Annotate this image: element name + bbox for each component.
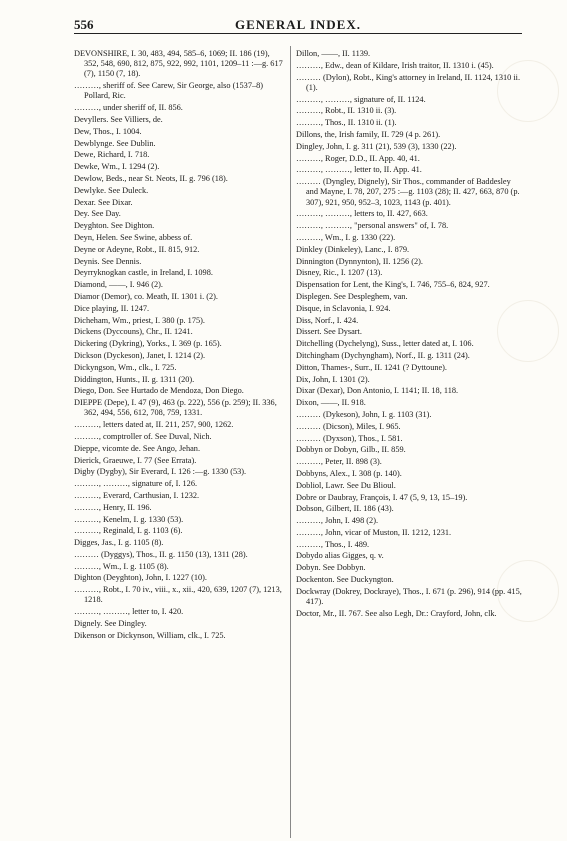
index-entry: ………, sheriff of. See Carew, Sir George, also (1537–8) Pollard, Ric. <box>74 81 264 101</box>
index-entry: ………, Thos., II. 1310 ii. (1). <box>296 118 397 128</box>
index-entry: Dobbyn or Dobyn, Gilb., II. 859. <box>296 445 406 455</box>
index-entry: Deyne or Adeyne, Robt., II. 815, 912. <box>74 244 200 254</box>
column-divider <box>290 46 291 838</box>
index-entry: Diego, Don. See Hurtado de Mendoza, Don Diego. <box>74 386 244 396</box>
index-entry: ………, comptroller of. See Duval, Nich. <box>74 431 212 441</box>
index-entry: Dierick, Graeuwe, I. 77 (See Errata). <box>74 455 197 465</box>
index-entry: Dixar (Dexar), Don Antonio, I. 1141; II. 18, 118. <box>296 386 459 396</box>
index-entry: Dix, John, I. 1301 (2). <box>296 374 370 384</box>
index-entry: Dillons, the, Irish family, II. 729 (4 p. 261). <box>296 129 441 139</box>
running-header <box>74 17 522 34</box>
index-entry: Ditchingham (Dychyngham), Norf., II. g. 1311 (24). <box>296 350 470 360</box>
index-entry: ………, ………, letter to, I. 420. <box>74 607 184 617</box>
index-entry: ………, letters dated at, II. 211, 257, 900, 1262. <box>74 420 234 430</box>
index-entry: Diamond, ——, I. 946 (2). <box>74 280 163 290</box>
index-entry: Diddington, Hunts., II. g. 1311 (20). <box>74 374 195 384</box>
index-entry: Dockenton. See Duckyngton. <box>296 575 394 585</box>
index-entry: Dewblynge. See Dublin. <box>74 138 156 148</box>
index-entry: Dobre or Daubray, François, I. 47 (5, 9, 13, 15–19). <box>296 492 468 502</box>
index-entry: ………, John, I. 498 (2). <box>296 516 379 526</box>
index-entry: Deyghton. See Dighton. <box>74 221 155 231</box>
index-entry: Dobson, Gilbert, II. 186 (43). <box>296 504 394 514</box>
index-entry: ………, ………, letters to, II. 427, 663. <box>296 209 428 219</box>
index-entry: Dey. See Day. <box>74 209 121 219</box>
index-entry: Dobbyns, Alex., I. 308 (p. 140). <box>296 468 402 478</box>
index-entry: Dinkley (Dinkeley), Lanc., I. 879. <box>296 244 410 254</box>
index-entry: Doctor, Mr., II. 767. See also Legh, Dr.: Crayford, John, clk. <box>296 608 497 618</box>
index-entry: Dobliol, Lawr. See Du Blioul. <box>296 480 396 490</box>
index-entry: Deyrryknogkan castle, in Ireland, I. 1098. <box>74 268 213 278</box>
page-title: GENERAL INDEX. <box>235 17 361 32</box>
index-entry: ………, Robt., I. 70 iv., viii., x., xii., 420, 639, 1207 (7), 1213, 1218. <box>74 585 282 605</box>
index-entry: ………, John, vicar of Muston, II. 1212, 1231. <box>296 527 452 537</box>
index-entry: ………, ………, "personal answers" of, I. 78. <box>296 221 449 231</box>
index-entry: ………, Everard, Carthusian, I. 1232. <box>74 490 200 500</box>
index-entry: ……… (Dyggys), Thos., II. g. 1150 (13), 1311 (28). <box>74 549 248 559</box>
index-entry: Dewe, Richard, I. 718. <box>74 150 150 160</box>
index-entry: Dickson (Dyckeson), Janet, I. 1214 (2). <box>74 350 206 360</box>
index-entry: ………, Reginald, I. g. 1103 (6). <box>74 526 183 536</box>
index-entry: ………, Peter, II. 898 (3). <box>296 457 382 467</box>
index-entry: ………, Kenelm, I. g. 1330 (53). <box>74 514 184 524</box>
index-entry: Ditton, Thames-, Surr., II. 1241 (? Dyttoune). <box>296 362 448 372</box>
index-entry: Devyllers. See Villiers, de. <box>74 115 163 124</box>
index-entry: ………, Wm., I. g. 1105 (8). <box>74 561 169 571</box>
index-entry: Dobyn. See Dobbyn. <box>296 563 366 573</box>
index-entry: ………, ………, signature of, II. 1124. <box>296 94 426 104</box>
index-entry: ………, Wm., I. g. 1330 (22). <box>296 232 396 242</box>
index-entry: Dicheham, Wm., priest, I. 380 (p. 175). <box>74 315 205 325</box>
index-entry: Deyn, Helen. See Swine, abbess of. <box>74 232 193 242</box>
index-entry: Dinnington (Dynnynton), II. 1256 (2). <box>296 256 423 266</box>
index-entry: Digby (Dygby), Sir Everard, I. 126 :—g. 1330 (53). <box>74 467 247 477</box>
index-entry: Displegen. See Despleghem, van. <box>296 291 408 301</box>
index-entry: Dieppe, vicomte de. See Ango, Jehan. <box>74 443 201 453</box>
index-entry: Dobydo alias Gigges, q. v. <box>296 551 384 561</box>
index-entry: DEVONSHIRE, I. 30, 483, 494, 585–6, 1069; II. 186 (19), 352, 548, 690, 812, 875, 922, 992, 1101, 1209–11 :—g. 617 (7), 1150 (7, 18). <box>74 49 283 79</box>
page-number: 556 <box>74 17 94 32</box>
index-entry: ………, Henry, II. 196. <box>74 502 152 512</box>
index-entry: ……… (Dyngley, Dignely), Sir Thos., commander of Baddesley and Mayne, I. 78, 207, 275 :—g. 1103 (28); II. 427, 663, 870 (p. 307), 921, 950, 952–3, 1023, 1143 (p. 401). <box>296 177 520 207</box>
index-entry: ……… (Dylon), Robt., King's attorney in Ireland, II. 1124, 1310 ii. (1). <box>296 72 521 92</box>
index-entry: ……… (Dicson), Miles, I. 965. <box>296 421 401 431</box>
index-entry: Dingley, John, I. g. 311 (21), 539 (3), 1330 (22). <box>296 141 457 151</box>
index-entry: Dikenson or Dickynson, William, clk., I. 725. <box>74 630 226 640</box>
index-entry: Dew, Thos., I. 1004. <box>74 126 142 136</box>
index-entry: Disque, in Sclavonia, I. 924. <box>296 303 391 313</box>
index-entry: ………, ………, letter to, II. App. 41. <box>296 165 422 175</box>
index-entry: Digges, Jas., I. g. 1105 (8). <box>74 538 164 548</box>
index-entry: ………, ………, signature of, I. 126. <box>74 479 198 489</box>
index-entry: Dillon, ——, II. 1139. <box>296 49 371 58</box>
index-entry: Deynis. See Dennis. <box>74 256 142 266</box>
index-entry: ………, Roger, D.D., II. App. 40, 41. <box>296 153 420 163</box>
index-entry: ……… (Dyxson), Thos., I. 581. <box>296 433 403 443</box>
index-entry: Dickering (Dykring), Yorks., I. 369 (p. 165). <box>74 339 222 349</box>
index-entry: ………, Robt., II. 1310 ii. (3). <box>296 106 397 116</box>
index-entry: Dignely. See Dingley. <box>74 619 147 629</box>
index-entry: Ditchelling (Dychelyng), Suss., letter dated at, I. 106. <box>296 339 474 349</box>
index-entry: Dighton (Deyghton), John, I. 1227 (10). <box>74 573 207 583</box>
index-entry: Disney, Ric., I. 1207 (13). <box>296 268 383 278</box>
index-entry: ………, under sheriff of, II. 856. <box>74 103 183 113</box>
index-column-right <box>296 49 522 621</box>
index-entry: Dewke, Wm., I. 1294 (2). <box>74 162 160 172</box>
index-entry: Diss, Norf., I. 424. <box>296 315 359 325</box>
index-entry: Dispensation for Lent, the King's, I. 746, 755–6, 824, 927. <box>296 280 490 290</box>
index-entry: Dewlow, Beds., near St. Neots, II. g. 796 (18). <box>74 173 228 183</box>
index-entry: Dice playing, II. 1247. <box>74 303 150 313</box>
index-entry: ………, Thos., I. 489. <box>296 539 370 549</box>
index-entry: ……… (Dykeson), John, I. g. 1103 (31). <box>296 409 432 419</box>
index-entry: ………, Edw., dean of Kildare, Irish traitor, II. 1310 i. (45). <box>296 60 494 70</box>
index-entry: Dexar. See Dixar. <box>74 197 133 207</box>
index-entry: Dickens (Dyccouns), Chr., II. 1241. <box>74 327 193 337</box>
index-entry: Dockwray (Dokrey, Dockraye), Thos., I. 671 (p. 296), 914 (pp. 415, 417). <box>296 586 522 607</box>
index-column-left <box>74 49 286 643</box>
index-entry: DIEPPE (Depe), I. 47 (9), 463 (p. 222), 556 (p. 259); II. 336, 362, 494, 556, 612, 708, 759, 1331. <box>74 398 277 418</box>
index-entry: Dickyngson, Wm., clk., I. 725. <box>74 362 177 372</box>
index-entry: Dissert. See Dysart. <box>296 327 362 337</box>
index-entry: Diamor (Demor), co. Meath, II. 1301 i. (2). <box>74 291 219 301</box>
index-entry: Dewlyke. See Duleck. <box>74 185 149 195</box>
index-entry: Dixon, ——, II. 918. <box>296 398 366 408</box>
